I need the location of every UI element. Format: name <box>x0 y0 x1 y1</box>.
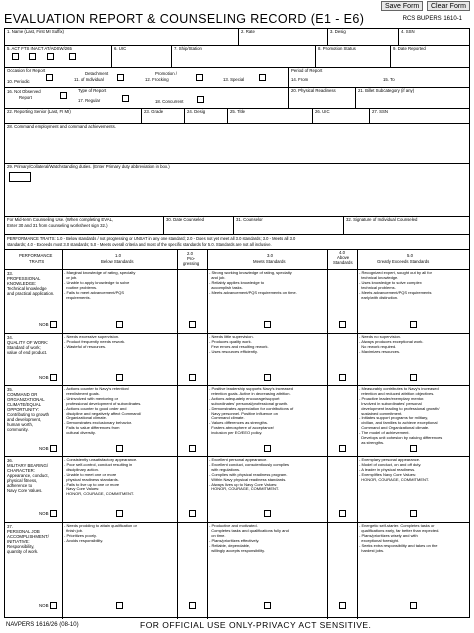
nob-label: NOB <box>39 511 49 516</box>
score-2-checkbox[interactable] <box>189 602 196 609</box>
primary-duties-label: 29. Primary/Collateral/Watchstanding duties. (Enter Primary duty abbreviation in box.) <box>7 164 170 169</box>
score-2-checkbox[interactable] <box>189 510 196 517</box>
score-5-checkbox[interactable] <box>410 445 417 452</box>
traits-note-1: PERFORMANCE TRAITS: 1.0 - Below standards / not progressing or UNSAT in any one standard; 2.0 - Does not yet meet all 3.0 standards; 3.0 - Meets all 3.0 <box>7 236 296 241</box>
nob-checkbox[interactable] <box>50 321 57 328</box>
detachment-checkbox[interactable] <box>117 74 124 81</box>
trait-name: 36. MILITARY BEARING/ CHARACTER: Appearance, conduct, physical fitness, adherence to Navy Core Values. <box>7 458 49 493</box>
nob-checkbox[interactable] <box>50 510 57 517</box>
promotion-status-label: 8. Promotion Status <box>318 46 356 51</box>
score-2-checkbox[interactable] <box>189 374 196 381</box>
trait-criteria-meets: - Productive and motivated. Completes tasks and qualifications fully and on time. - Plans/prioritizes effectively. - Reliable, dependable, willingly accepts responsibility. <box>209 523 289 553</box>
not-observed-label-2: Report <box>19 95 32 100</box>
at-adsw-checkbox[interactable] <box>69 53 76 60</box>
scale-3-value: 3.0 <box>267 253 273 258</box>
trait-criteria-meets: - Needs little supervision. - Produces quality work. Few errors and resulting rework. - Uses resources efficiently. <box>209 334 269 354</box>
regular-checkbox[interactable] <box>122 95 129 102</box>
not-observed-label: 16. Not Observed <box>7 89 41 94</box>
periodic-checkbox[interactable] <box>46 74 53 81</box>
nob-label: NOB <box>39 603 49 608</box>
special-label: 13. Special <box>223 77 245 82</box>
score-4-checkbox[interactable] <box>339 510 346 517</box>
save-form-button[interactable]: Save Form <box>381 1 423 11</box>
evaluation-form <box>4 28 470 618</box>
to-label: 15. To <box>383 77 395 82</box>
counsel-note-1: For Mid-term Counseling Use. (When completing EVAL, <box>7 217 114 222</box>
scale-1-value: 1.0 <box>115 253 121 258</box>
trait-name: 34. QUALITY OF WORK: Standard of work; value of end product. <box>7 335 49 355</box>
score-5-checkbox[interactable] <box>410 321 417 328</box>
trait-name: 35. COMMAND OR ORGANIZATIONAL CLIMATE/EQUAL OPPORTUNITY: Contributing to growth and development, human worth, community. <box>7 387 50 432</box>
occasion-label: Occasion for Report <box>7 68 46 73</box>
score-1-checkbox[interactable] <box>116 602 123 609</box>
trait-criteria-greatly: - Measurably contributes to Navy's increased retention and reduced attrition objectives. - Proactive leader/exemplary mentor. Involved in subordinates' personal development leading to professional growth/ sustained commitment. - Initiates support programs for military, civilian, and families to achieve exceptional Command and Organizational climate. - The model of achievement. Develops unit cohesion by valuing differences as strengths. <box>359 386 443 445</box>
date-counseled-label: 30. Date Counseled <box>166 217 204 222</box>
trait-criteria-greatly: - Recognized expert, sought out by all for technical knowledge. - Uses knowledge to solve complex technical problems. - Meets advancement/PQS requirements early/with distinction. <box>359 270 432 300</box>
ship-station-label: 7. Ship/Station <box>174 46 202 51</box>
special-checkbox[interactable] <box>259 74 266 81</box>
act-checkbox[interactable] <box>12 53 19 60</box>
fts-checkbox[interactable] <box>29 53 36 60</box>
name-label: 1. Name (Last, First MI Suffix) <box>7 29 64 34</box>
form-number: NAVPERS 1616/26 (08-10) <box>6 622 79 628</box>
score-1-checkbox[interactable] <box>116 321 123 328</box>
trait-criteria-greatly: - Needs no supervision. - Always produces exceptional work. No rework required. - Maximizes resources. <box>359 334 424 354</box>
trait-name: 37. PERSONAL JOB ACCOMPLISHMENT/ INITIATIVE: Responsibility, quantity of work. <box>7 524 49 554</box>
promotion-checkbox[interactable] <box>196 74 203 81</box>
score-4-checkbox[interactable] <box>339 602 346 609</box>
scale-2-label-b: gressing <box>183 261 200 266</box>
rs-desig-label: 24. Desig <box>187 109 206 114</box>
component-label: 5. ACT FTS INACT AT/ADSW/265 <box>7 46 72 51</box>
promotion-label: Promotion / <box>155 71 177 76</box>
score-5-checkbox[interactable] <box>410 510 417 517</box>
trait-criteria-below: - Marginal knowledge of rating, specialty or job. - Unable to apply knowledge to solve routine problems. - Fails to meet advancement/PQS requirements. <box>64 270 136 300</box>
concurrent-checkbox[interactable] <box>197 96 204 103</box>
billet-subcategory-label: 21. Billet Subcategory (if any) <box>358 88 415 93</box>
trait-criteria-meets: - Positive leadership supports Navy's increased retention goals. Active in decreasing attrition. - Actions adequately encourage/support subordinates' personal/professional growth. - Demonstrates appreciation for contributions of Navy personnel. Positive influence on Command climate. - Values differences as strengths. Fosters atmosphere of acceptance/ inclusion per EO/EEO policy. <box>209 386 294 436</box>
from-label: 14. From <box>291 77 309 82</box>
score-3-checkbox[interactable] <box>264 374 271 381</box>
rs-uic-label: 26. UIC <box>315 109 330 114</box>
grade-label: 23. Grade <box>144 109 164 114</box>
reporting-senior-label: 22. Reporting Senior (Last, FI MI) <box>7 109 71 114</box>
trait-criteria-below: - Consistently unsatisfactory appearance. - Poor self-control, conduct resulting in disciplinary action. - Unable to meet one or more physical readiness standards. - Fails to live up to one or more Navy Core Values: HONOR, COURAGE, COMMITMENT. <box>64 457 138 497</box>
nob-checkbox[interactable] <box>50 445 57 452</box>
inact-checkbox[interactable] <box>47 53 54 60</box>
score-1-checkbox[interactable] <box>116 510 123 517</box>
score-1-checkbox[interactable] <box>116 445 123 452</box>
score-3-checkbox[interactable] <box>264 321 271 328</box>
uic-label: 6. UIC <box>114 46 127 51</box>
rs-ssn-label: 27. SSN <box>372 109 389 114</box>
regular-label: 17. Regular <box>78 98 101 103</box>
scale-4-value: 4.0 <box>339 250 345 255</box>
score-4-checkbox[interactable] <box>339 321 346 328</box>
concurrent-label: 18. Concurrent <box>155 99 184 104</box>
trait-criteria-below: - Needs excessive supervision. - Product frequently needs rework. - Wasteful of resources. <box>64 334 126 349</box>
trait-name: 33. PROFESSIONAL KNOWLEDGE: Technical knowledge and practical application. <box>7 271 55 296</box>
score-1-checkbox[interactable] <box>116 374 123 381</box>
scale-1-label: Below Standards <box>101 259 134 264</box>
trait-criteria-greatly: - Exemplary personal appearance. - Model of conduct, on and off duty. - A leader in physical readiness. - Exemplifies Navy Core Values: HONOR, COURAGE, COMMITMENT. <box>359 457 429 482</box>
trait-criteria-meets: - Excellent personal appearance. - Excellent conduct, conscientiously complies with regulations. - Complies with physical readiness program. Within Navy physical readiness standards. - Always lives up to Navy Core Values: HONOR, COURAGE, COMMITMENT. <box>209 457 290 492</box>
periodic-label: 10. Periodic <box>7 79 30 84</box>
signature-counseled-label: 32. Signature of Individual Counseled <box>346 217 418 222</box>
traits-header-2: TRAITS <box>29 259 45 264</box>
scale-2-label-a: Pro- <box>187 256 196 261</box>
report-control-symbol: RCS BUPERS 1610-1 <box>402 16 462 22</box>
score-2-checkbox[interactable] <box>189 445 196 452</box>
nob-label: NOB <box>39 375 49 380</box>
promotion-label-2: 12. Frocking <box>145 77 169 82</box>
score-5-checkbox[interactable] <box>410 374 417 381</box>
command-employment-label: 28. Command employment and command achievements. <box>7 124 116 129</box>
score-4-checkbox[interactable] <box>339 445 346 452</box>
nob-label: NOB <box>39 322 49 327</box>
detachment-label: Detachment <box>85 71 109 76</box>
score-2-checkbox[interactable] <box>189 321 196 328</box>
traits-note-2: standards; 4.0 - Exceeds most 3.0 standards; 5.0 - Meets overall criteria and most of the specific standards for 5.0. Standards are not all inclusive. <box>7 242 272 247</box>
clear-form-button[interactable]: Clear Form <box>427 1 470 11</box>
period-label: Period of Report <box>291 68 323 73</box>
page-title: EVALUATION REPORT & COUNSELING RECORD (E1 - E6) <box>4 12 365 26</box>
score-3-checkbox[interactable] <box>264 510 271 517</box>
scale-4-label-a: Above <box>337 255 350 260</box>
desig-label: 3. Desig <box>330 29 346 34</box>
nob-checkbox[interactable] <box>50 602 57 609</box>
traits-header-1: PERFORMANCE <box>19 253 53 258</box>
nob-checkbox[interactable] <box>50 374 57 381</box>
privacy-notice: FOR OFFICIAL USE ONLY-PRIVACY ACT SENSITIVE. <box>140 620 372 630</box>
scale-5-label: Greatly Exceeds Standards <box>377 259 430 264</box>
score-3-checkbox[interactable] <box>264 445 271 452</box>
title-label: 25. Title <box>230 109 246 114</box>
rate-label: 2. Rate <box>241 29 255 34</box>
not-observed-checkbox[interactable] <box>60 92 67 99</box>
physical-readiness-label: 20. Physical Readiness <box>291 88 336 93</box>
scale-2-value: 2.0 <box>187 251 193 256</box>
scale-5-value: 5.0 <box>407 253 413 258</box>
date-reported-label: 9. Date Reported <box>393 46 426 51</box>
trait-criteria-below: - Actions counter to Navy's retention/ reenlistment goals. - Uninvolved with mentoring or professional development of subordinates. - Actions counter to good order and discipline and negatively affect Command/ Organizational climate. - Demonstrates exclusionary behavior. Fails to value differences from cultural diversity. <box>64 386 142 436</box>
trait-criteria-meets: - Strong working knowledge of rating, specialty and job. - Reliably applies knowledge to accomplish tasks. - Meets advancement/PQS requirements on time. <box>209 270 297 295</box>
score-4-checkbox[interactable] <box>339 374 346 381</box>
score-3-checkbox[interactable] <box>264 602 271 609</box>
scale-4-label-b: Standards <box>333 260 353 265</box>
trait-criteria-greatly: - Energetic self-starter. Completes tasks or qualifications early, far better than expected. - Plans/prioritizes wisely and with exceptional foresight. - Seeks extra responsibility and takes on the hardest jobs. <box>359 523 440 553</box>
nob-label: NOB <box>39 446 49 451</box>
scale-3-label: Meets Standards <box>253 259 286 264</box>
detachment-label-2: 11. of Individual <box>74 77 104 82</box>
counsel-note-2: Enter 30 and 31 from counseling worksheet sign 32.) <box>7 223 108 228</box>
score-5-checkbox[interactable] <box>410 602 417 609</box>
type-label: Type of Report <box>78 88 107 93</box>
primary-duty-box[interactable] <box>9 172 31 182</box>
counselor-label: 31. Counselor <box>236 217 263 222</box>
trait-criteria-below: - Needs prodding to attain qualification or finish job. - Prioritizes poorly. - Avoids responsibility. <box>64 523 137 543</box>
ssn-label: 4. SSN <box>401 29 415 34</box>
